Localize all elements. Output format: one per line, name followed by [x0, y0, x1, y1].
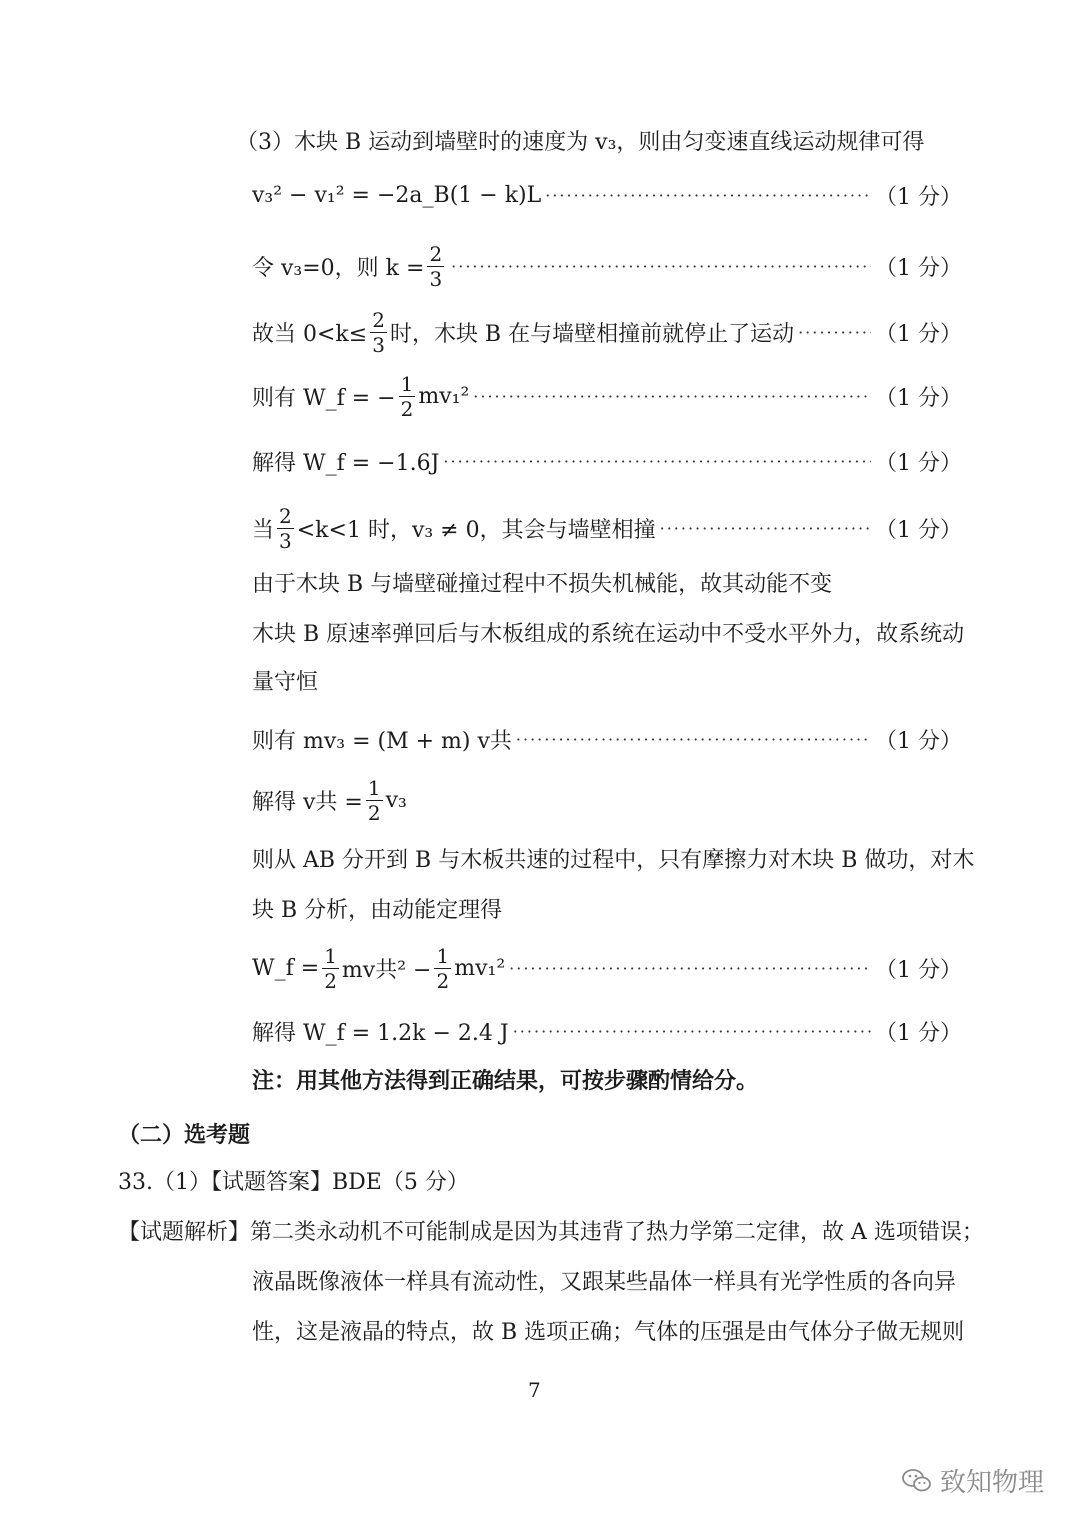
leader-dots	[660, 519, 871, 538]
analysis-label: 【试题解析】	[118, 1220, 251, 1245]
equation-8-prefix: 解得 v共 =	[252, 790, 363, 815]
score: （1 分）	[875, 729, 962, 754]
equation-6-prefix: 当	[252, 518, 275, 543]
equation-2	[252, 242, 962, 291]
equation-7	[252, 724, 962, 755]
equation-3-suffix: 时，木块 B 在与墙壁相撞前就停止了运动	[389, 322, 795, 347]
leader-dots	[516, 730, 871, 749]
equation-7-formula: 则有 mv₃ = (M + m) v共	[252, 729, 512, 754]
equation-4-prefix: 则有 W_f = −	[252, 386, 396, 411]
equation-1-formula: v₃² − v₁² = −2a_B(1 − k)L	[252, 183, 542, 208]
watermark	[902, 1462, 1044, 1499]
paragraph-2b: 量守恒	[252, 670, 319, 695]
equation-10	[252, 1016, 962, 1047]
leader-dots	[443, 452, 871, 471]
paragraph-2a: 木块 B 原速率弹回后与木板组成的系统在运动中不受水平外力，故系统动	[252, 622, 965, 647]
leader-dots	[545, 186, 871, 205]
equation-3-prefix: 故当 0<k≤	[252, 322, 368, 347]
leader-dots	[513, 1022, 871, 1041]
leader-dots	[473, 387, 871, 406]
score: （1 分）	[875, 386, 962, 411]
equation-2-prefix: 令 v₃=0，则 k =	[252, 256, 425, 281]
score: （1 分）	[875, 1021, 962, 1046]
paragraph-3a: 则从 AB 分开到 B 与木板共速的过程中，只有摩擦力对木块 B 做功，对木	[252, 848, 975, 873]
fraction: $\frac{1}{2}$	[400, 372, 414, 421]
equation-8	[252, 776, 407, 825]
analysis-text-1: 第二类永动机不可能制成是因为其违背了热力学第二定律，故 A 选项错误；	[250, 1220, 984, 1245]
equation-10-formula: 解得 W_f = 1.2k − 2.4 J	[252, 1021, 509, 1046]
leader-dots	[509, 959, 871, 978]
section-heading: （二）选考题	[118, 1122, 251, 1148]
equation-5-formula: 解得 W_f = −1.6J	[252, 451, 440, 476]
equation-9-suffix: mv₁²	[454, 956, 506, 981]
watermark-text: 致知物理	[940, 1468, 1045, 1498]
analysis-line-1	[118, 1218, 984, 1248]
leader-dots	[798, 323, 871, 342]
score: （1 分）	[875, 185, 962, 210]
fraction: $\frac{1}{2}$	[436, 944, 450, 993]
equation-5	[252, 446, 962, 477]
score: （1 分）	[875, 958, 962, 983]
equation-3	[252, 308, 962, 357]
equation-6-suffix: <k<1 时，v₃ ≠ 0，其会与墙壁相撞	[296, 518, 656, 543]
equation-9	[252, 944, 962, 993]
fraction: $\frac{1}{2}$	[324, 944, 337, 993]
grading-note: 注：用其他方法得到正确结果，可按步骤酌情给分。	[252, 1068, 759, 1094]
fraction: $\frac{2}{3}$	[372, 308, 385, 357]
fraction: $\frac{2}{3}$	[429, 242, 443, 291]
equation-9-prefix: W_f =	[252, 956, 320, 981]
fraction: $\frac{2}{3}$	[279, 504, 292, 553]
paragraph-3b: 块 B 分析，由动能定理得	[252, 898, 503, 923]
equation-4-suffix: mv₁²	[418, 384, 470, 409]
wechat-icon	[902, 1468, 932, 1494]
equation-8-suffix: v₃	[385, 788, 407, 813]
fraction: $\frac{1}{2}$	[367, 776, 381, 825]
leader-dots	[451, 257, 871, 276]
equation-4	[252, 372, 962, 421]
score: （1 分）	[875, 322, 962, 347]
score: （1 分）	[875, 256, 962, 281]
analysis-line-3: 性，这是液晶的特点，故 B 选项正确；气体的压强是由气体分子做无规则	[252, 1320, 965, 1345]
question-33-answer: 33.（1）【试题答案】BDE（5 分）	[118, 1170, 469, 1195]
equation-6	[252, 504, 962, 553]
analysis-line-2: 液晶既像液体一样具有流动性，又跟某些晶体一样具有光学性质的各向异	[252, 1270, 957, 1295]
score: （1 分）	[875, 518, 962, 543]
intro-text: （3）木块 B 运动到墙壁时的速度为 v₃，则由匀变速直线运动规律可得	[236, 130, 925, 155]
equation-9-mid: mv共² −	[341, 958, 432, 983]
score: （1 分）	[875, 451, 962, 476]
page-number: 7	[528, 1378, 541, 1402]
equation-1	[252, 180, 962, 211]
paragraph-1: 由于木块 B 与墙壁碰撞过程中不损失机械能，故其动能不变	[252, 572, 833, 597]
